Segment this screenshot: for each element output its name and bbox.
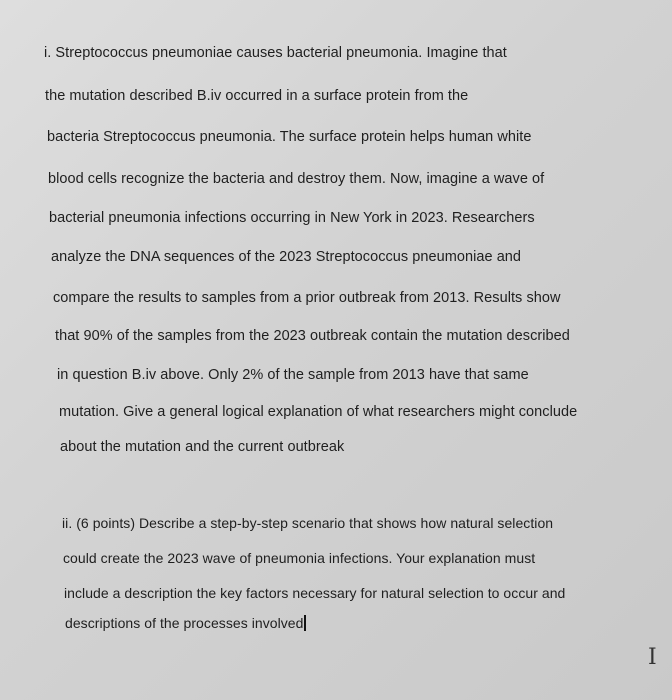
- question-ii-text: descriptions of the processes involved: [65, 615, 304, 631]
- question-ii-line: could create the 2023 wave of pneumonia infections. Your explanation must: [63, 550, 536, 566]
- question-i-line: bacteria Streptococcus pneumonia. The surface protein helps human white: [47, 129, 532, 145]
- question-i-line: about the mutation and the current outbreak: [60, 439, 345, 455]
- question-i-line: mutation. Give a general logical explanation of what researchers might conclude: [59, 404, 578, 420]
- question-i-line: the mutation described B.iv occurred in a surface protein from the: [45, 88, 469, 104]
- question-i-line: i. Streptococcus pneumoniae causes bacterial pneumonia. Imagine that: [44, 45, 507, 61]
- question-i-line: bacterial pneumonia infections occurring in New York in 2023. Researchers: [49, 210, 535, 226]
- question-ii-line: ii. (6 points) Describe a step-by-step scenario that shows how natural selection: [62, 515, 554, 531]
- question-i-line: analyze the DNA sequences of the 2023 Streptococcus pneumoniae and: [51, 249, 522, 265]
- question-i-line: that 90% of the samples from the 2023 outbreak contain the mutation described: [55, 328, 570, 344]
- question-ii-line: include a description the key factors necessary for natural selection to occur and: [64, 585, 566, 601]
- question-i-line: compare the results to samples from a prior outbreak from 2013. Results show: [53, 290, 561, 306]
- text-cursor-icon: I: [648, 645, 657, 670]
- question-ii-line[interactable]: [65, 614, 306, 632]
- question-i-line: blood cells recognize the bacteria and destroy them. Now, imagine a wave of: [48, 171, 545, 187]
- question-i-line: in question B.iv above. Only 2% of the sample from 2013 have that same: [57, 367, 529, 383]
- text-caret: [304, 615, 306, 631]
